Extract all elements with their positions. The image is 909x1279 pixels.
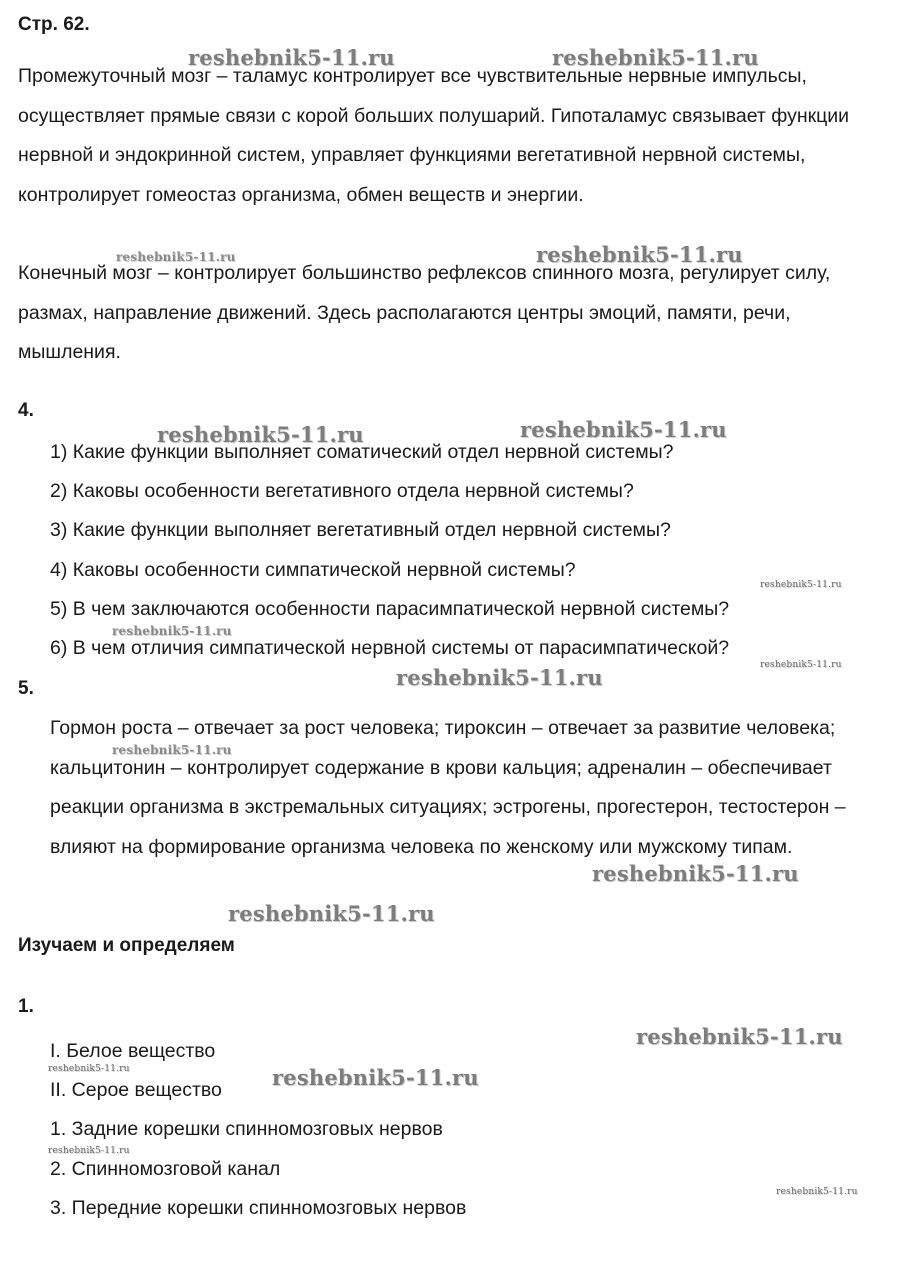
- watermark: reshebnik5-11.ru: [48, 1064, 130, 1074]
- watermark: reshebnik5-11.ru: [396, 665, 603, 690]
- watermark: reshebnik5-11.ru: [536, 242, 743, 267]
- watermark: reshebnik5-11.ru: [636, 1024, 843, 1049]
- watermark: reshebnik5-11.ru: [188, 45, 395, 70]
- task-4-number: 4.: [18, 400, 34, 421]
- watermark: reshebnik5-11.ru: [272, 1065, 479, 1090]
- legend-item: I. Белое вещество: [50, 1040, 216, 1062]
- task-1-legend: [50, 1032, 466, 1228]
- legend-item: 1. Задние корешки спинномозговых нервов: [50, 1118, 443, 1141]
- watermark: reshebnik5-11.ru: [552, 45, 759, 70]
- watermark: reshebnik5-11.ru: [48, 1146, 130, 1156]
- question-item: 4) Каковы особенности симпатической нервной системы?: [50, 558, 576, 581]
- watermark: reshebnik5-11.ru: [760, 660, 842, 670]
- question-item: 5) В чем заключаются особенности парасимпатической нервной системы?: [50, 597, 730, 620]
- watermark: reshebnik5-11.ru: [592, 861, 799, 886]
- watermark: reshebnik5-11.ru: [228, 901, 435, 926]
- watermark: reshebnik5-11.ru: [157, 422, 364, 447]
- question-item: 3) Какие функции выполняет вегетативный отдел нервной системы?: [50, 519, 671, 542]
- telencephalon-paragraph: Конечный мозг – контролирует большинство рефлексов спинного мозга, регулирует силу, размах, направление движений. Здесь располагаются центры эмоций, памяти, речи, мышления.: [18, 262, 831, 363]
- hormones-paragraph: Гормон роста – отвечает за рост человека; тироксин – отвечает за развитие человека; кальцитонин – контролирует содержание в крови кальция; адреналин – обеспечивает реакции организма в экстремальных ситуациях; эстрогены, прогестерон, тестостерон – влияют на формирование организма человека по женскому или мужскому типам.: [50, 717, 846, 858]
- watermark: reshebnik5-11.ru: [760, 580, 842, 590]
- question-item: 1) Какие функции выполняет соматический отдел нервной системы?: [50, 441, 674, 463]
- legend-item: II. Серое вещество: [50, 1079, 222, 1102]
- task-1-number: 1.: [18, 996, 34, 1017]
- watermark: reshebnik5-11.ru: [520, 417, 727, 442]
- question-item: 2) Каковы особенности вегетативного отдела нервной системы?: [50, 480, 634, 503]
- legend-item: 2. Спинномозговой канал: [50, 1157, 281, 1180]
- watermark: reshebnik5-11.ru: [116, 250, 236, 264]
- watermark: reshebnik5-11.ru: [112, 743, 232, 757]
- section-title: Изучаем и определяем: [18, 935, 235, 956]
- watermark: reshebnik5-11.ru: [776, 1187, 858, 1197]
- task-5-number: 5.: [18, 678, 34, 699]
- legend-item: 3. Передние корешки спинномозговых нервов: [50, 1196, 467, 1219]
- diencephalon-paragraph: Промежуточный мозг – таламус контролирует все чувствительные нервные импульсы, осуществляет прямые связи с корой больших полушарий. Гипоталамус связывает функции нервной и эндокринной систем, управляет функциями вегетативной нервной системы, контролирует гомеостаз организма, обмен веществ и энергии.: [18, 65, 850, 206]
- page-number: Стр. 62.: [18, 14, 90, 35]
- watermark: reshebnik5-11.ru: [112, 624, 232, 638]
- question-item: 6) В чем отличия симпатической нервной системы от парасимпатической?: [50, 636, 730, 659]
